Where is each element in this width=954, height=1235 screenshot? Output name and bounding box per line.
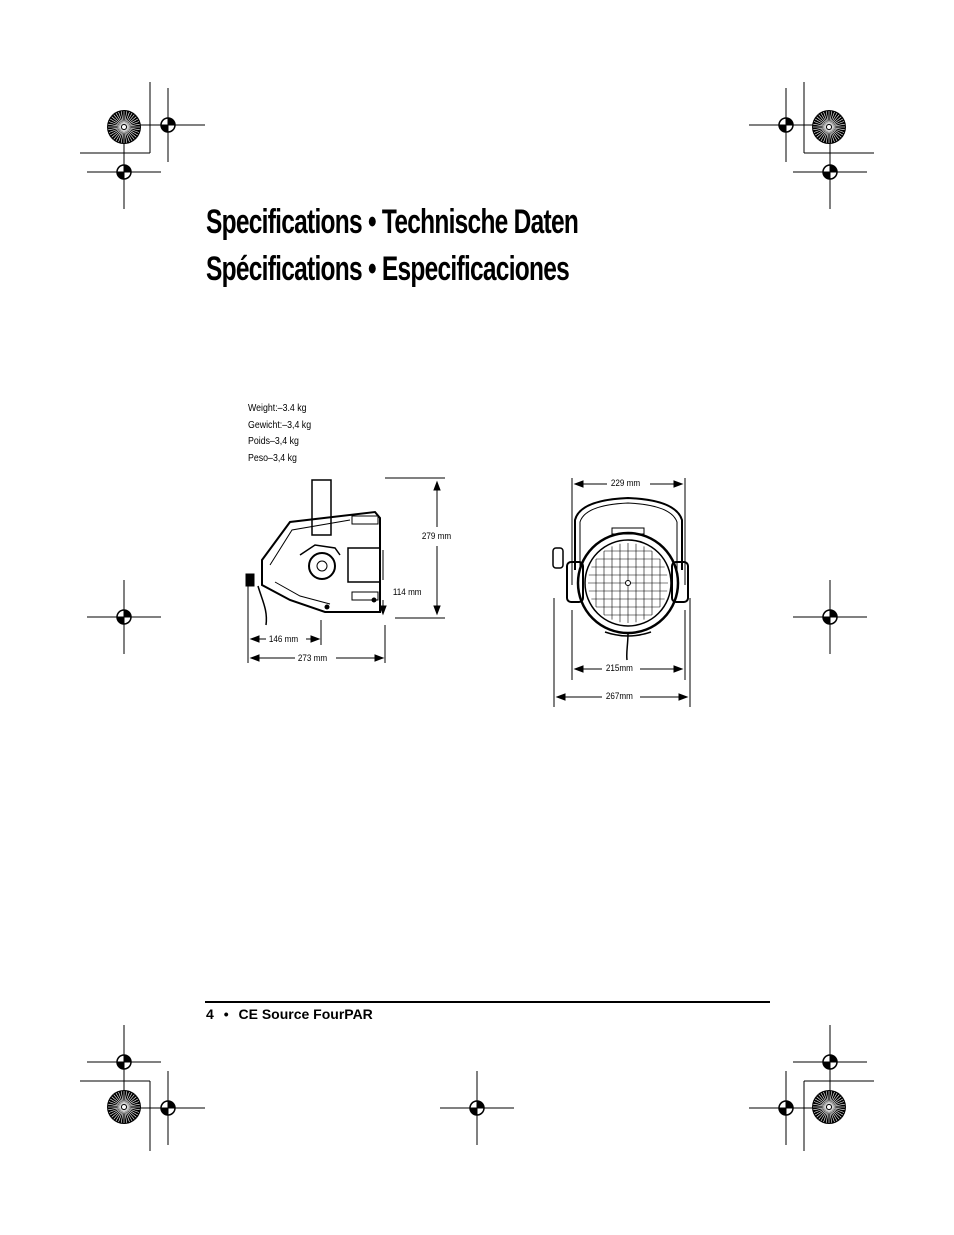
tilt-knob [553,548,563,568]
power-cable [627,633,628,660]
outer-width-dimension-label: 267mm [605,691,633,701]
inner-width-dimension-label: 215mm [605,663,633,673]
depth-dimension-label: 146 mm [268,634,299,644]
yoke-dimension-label: 114 mm [392,587,422,597]
arrow-icon [575,666,583,672]
arrow-icon [674,666,682,672]
height-dimension-label: 279 mm [421,531,452,541]
page-title-line-1: Specifications • Technische Daten [206,203,579,241]
arrow-icon [557,694,565,700]
footer [206,1006,373,1022]
page-title-line-2: Spécifications • Especificaciones [206,250,570,288]
weight-es: Peso–3,4 kg [248,452,297,464]
footer-rule [205,1001,770,1003]
lens-center [626,581,631,586]
length-dimension-label: 273 mm [297,653,328,663]
arrow-icon [674,481,682,487]
arrow-icon [575,481,583,487]
footer-product: CE Source FourPAR [238,1006,373,1022]
weight-en: Weight:–3.4 kg [248,403,307,414]
yoke-inner [580,503,677,570]
weight-fr: Poids–3,4 kg [248,436,299,447]
top-width-dimension-label: 229 mm [610,478,641,488]
footer-separator: • [223,1006,229,1022]
page-number: 4 [206,1006,214,1022]
weight-de: Gewicht:–3,4 kg [248,419,312,431]
arrow-icon [679,694,687,700]
